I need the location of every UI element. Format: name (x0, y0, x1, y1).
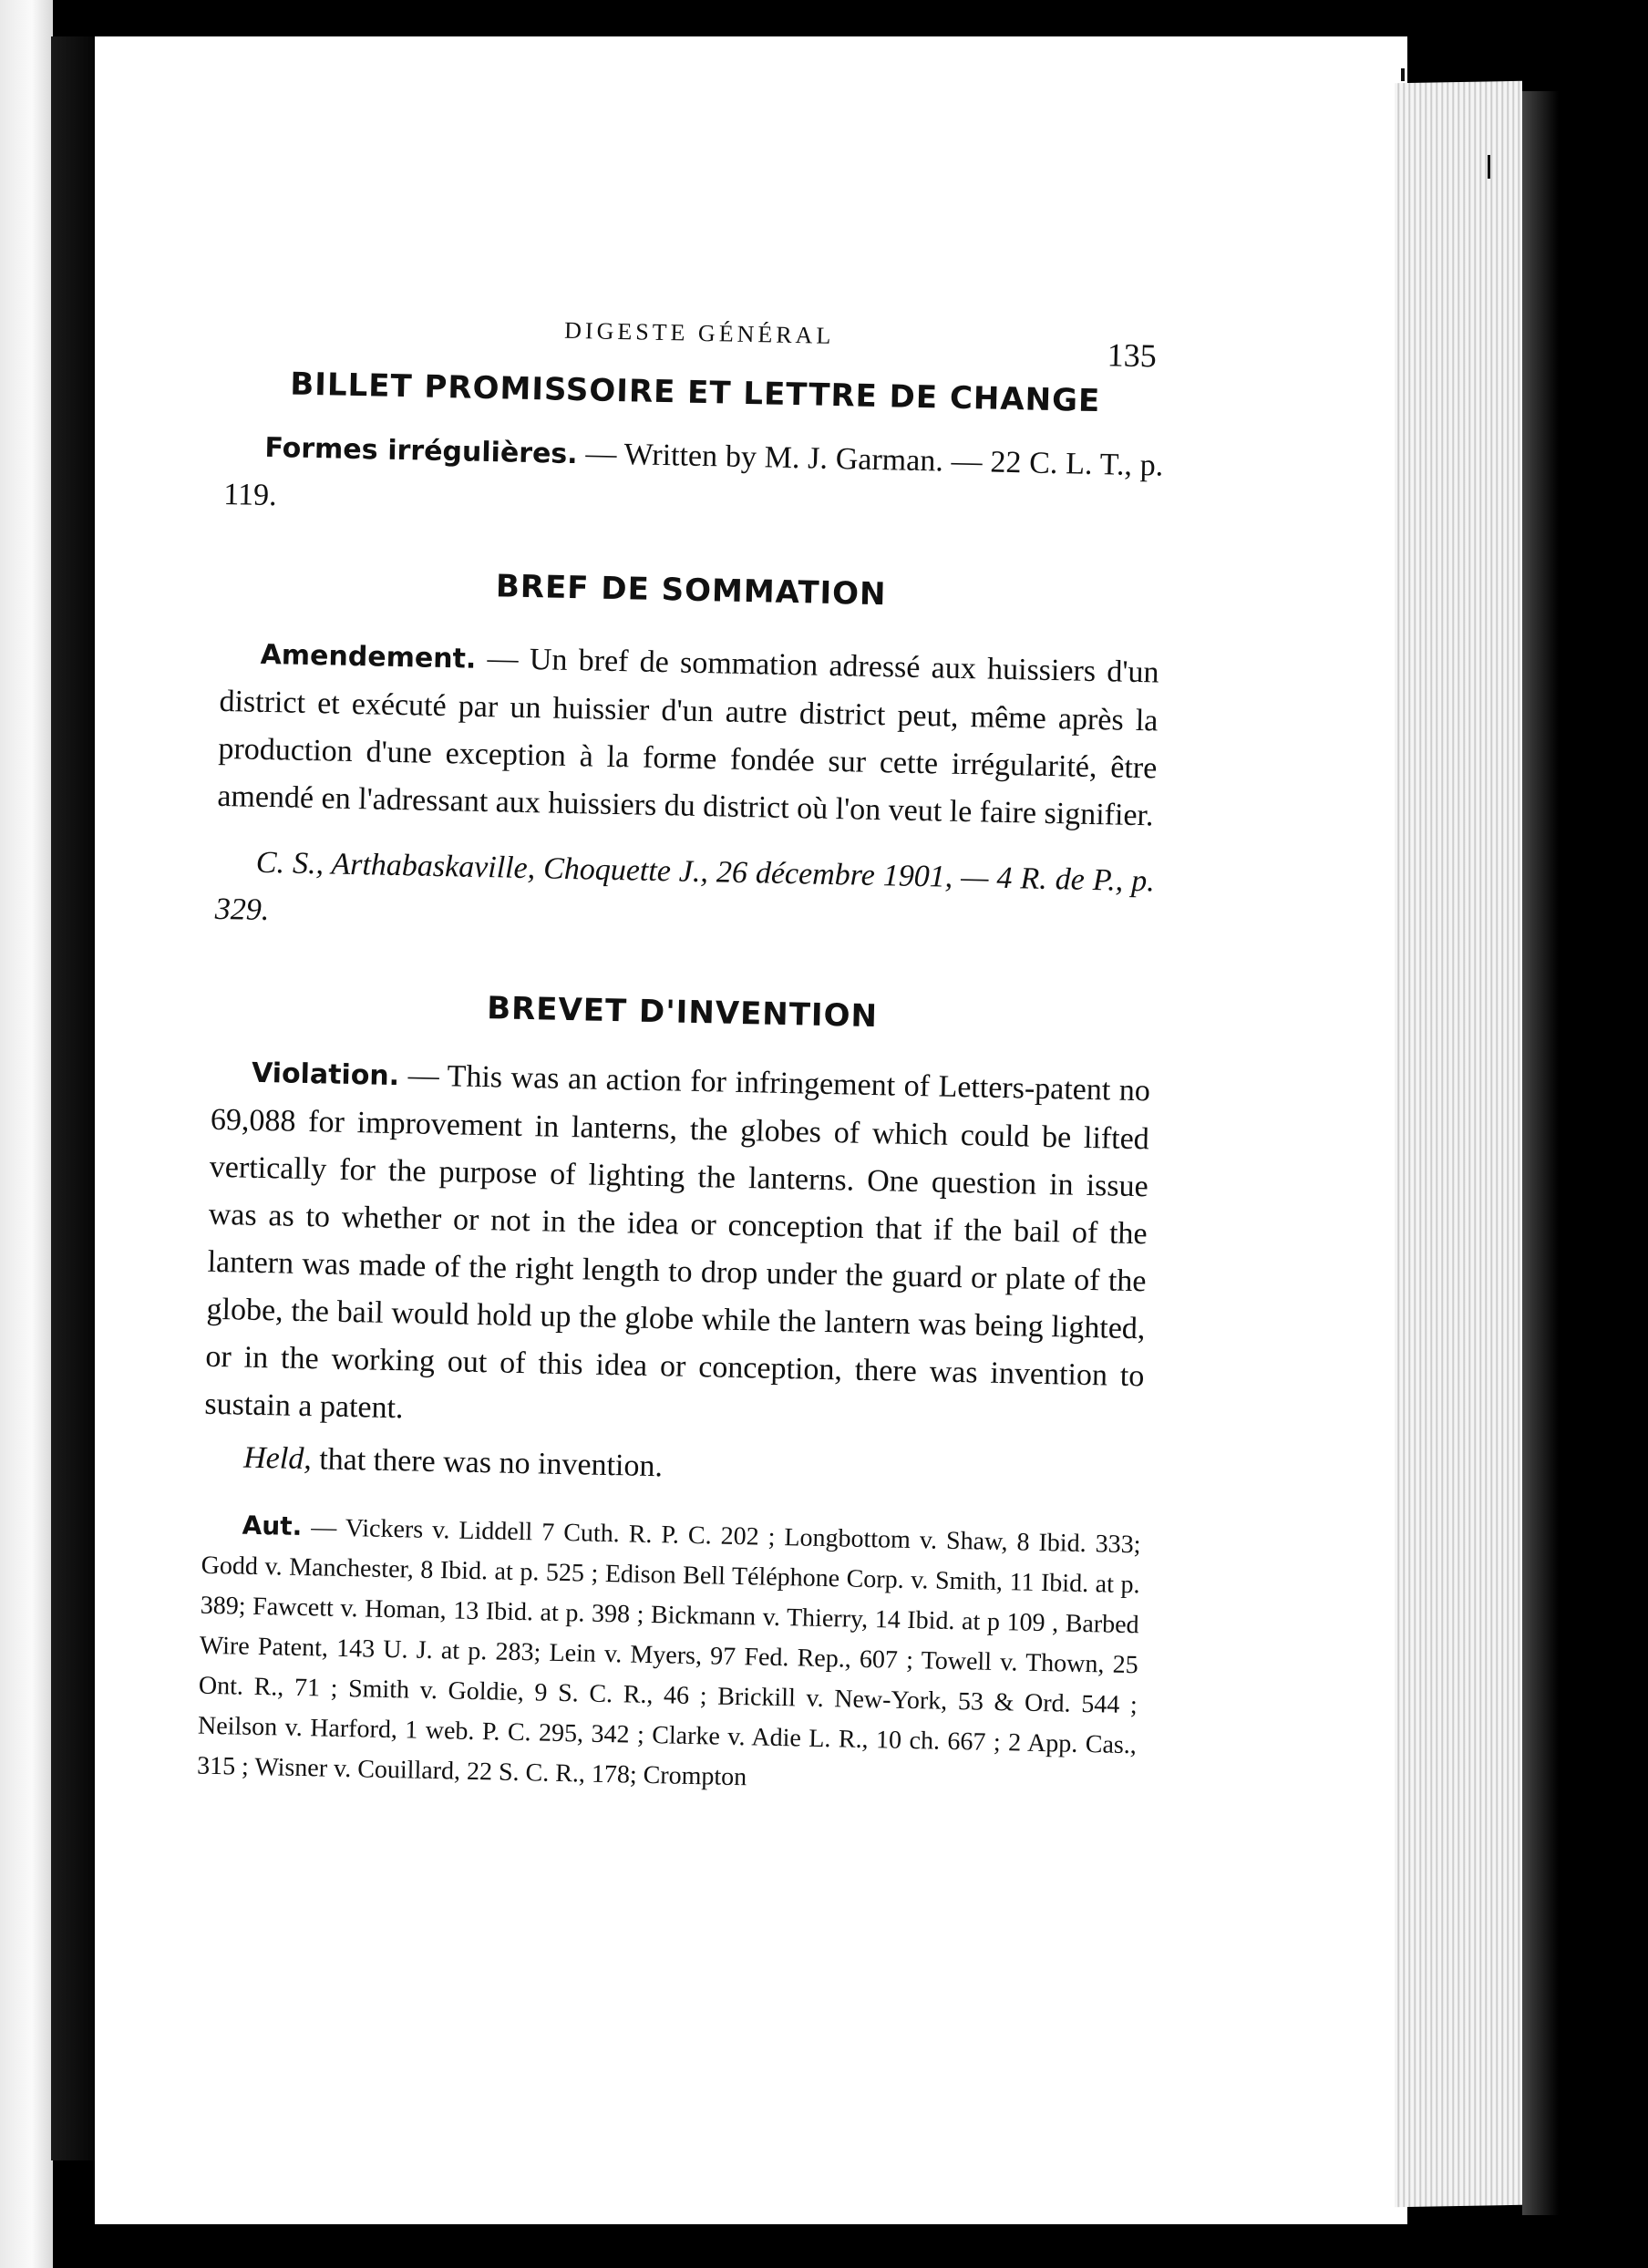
authorities-paragraph (197, 1505, 1141, 1807)
paragraph-lead: Formes irrégulières. (264, 431, 578, 471)
citation: C. S., Arthabaskaville, Choquette J., 26 décembre 1901, — 4 R. de P., p. 329. (214, 845, 1156, 928)
page-text (197, 292, 1167, 1806)
paragraph-text: — Un bref de sommation adressé aux huissiers d'un district et exécuté par un huissier d'un autre district peut, même après la production d'une exception à la forme fondée sur cette irrégularité, être amendé en l'adressant aux huissiers du district où l'on veut le faire signifier. (217, 641, 1159, 833)
page-stack-edges (1395, 81, 1522, 2207)
section-heading: BREF DE SOMMATION (495, 568, 887, 613)
held-text: that there was no invention. (311, 1442, 664, 1484)
previous-page-edge (0, 0, 53, 2268)
book-gutter-shadow (51, 36, 97, 2160)
page-stack-shadow (1522, 91, 1559, 2215)
paragraph-lead: Amendement. (260, 638, 477, 675)
speck-mark (1488, 155, 1490, 179)
page-number: 135 (1107, 336, 1158, 375)
paragraph-lead: Violation. (251, 1057, 400, 1093)
paragraph-text: — Written by M. J. Garman. — 22 C. L. T., p. 119. (222, 437, 1164, 513)
held-lead: Held, (242, 1440, 313, 1477)
paragraph (204, 1048, 1151, 1448)
paragraph-text: — This was an action for infringement of Letters-patent no 69,088 for improvement in lanterns, the globes of which could be lifted vertically for the purpose of lighting the lanterns. One question in issue was as to whether or not in the idea or conception that if the bail of the lantern was made of the right length to drop under the guard or plate of the globe, the bail would hold up the globe while the lantern was being lighted, or in the working out of this idea or conception, there was invention to sustain a patent. (204, 1058, 1151, 1426)
running-head-title: DIGESTE GÉNÉRAL (563, 316, 835, 349)
paragraph (223, 423, 1164, 539)
speck-mark (1401, 68, 1405, 81)
section-heading: BILLET PROMISSOIRE ET LETTRE DE CHANGE (289, 366, 1101, 420)
section-heading: BREVET D'INVENTION (486, 990, 879, 1036)
authorities-text: — Vickers v. Liddell 7 Cuth. R. P. C. 202 ; Longbottom v. Shaw, 8 Ibid. 333; Godd v. Manchester, 8 Ibid. at p. 525 ; Edison Bell Téléphone Corp. v. Smith, 11 Ibid. at p. 389; Fawcett v. Homan, 13 Ibid. at p. 398 ; Bickmann v. Thierry, 14 Ibid. at p 109 , Barbed Wire Patent, 143 U. J. at p. 283; Lein v. Myers, 97 Fed. Rep., 607 ; Towell v. Thown, 25 Ont. R., 71 ; Smith v. Goldie, 9 S. C. R., 46 ; Brickill v. New-York, 53 & Ord. 544 ; Neilson v. Harford, 1 web. P. C. 295, 342 ; Clarke v. Adie L. R., 10 ch. 667 ; 2 App. Cas., 315 ; Wisner v. Couillard, 22 S. C. R., 178; Crompton (196, 1513, 1141, 1792)
authorities-lead: Aut. (242, 1510, 303, 1541)
paragraph (217, 630, 1159, 840)
